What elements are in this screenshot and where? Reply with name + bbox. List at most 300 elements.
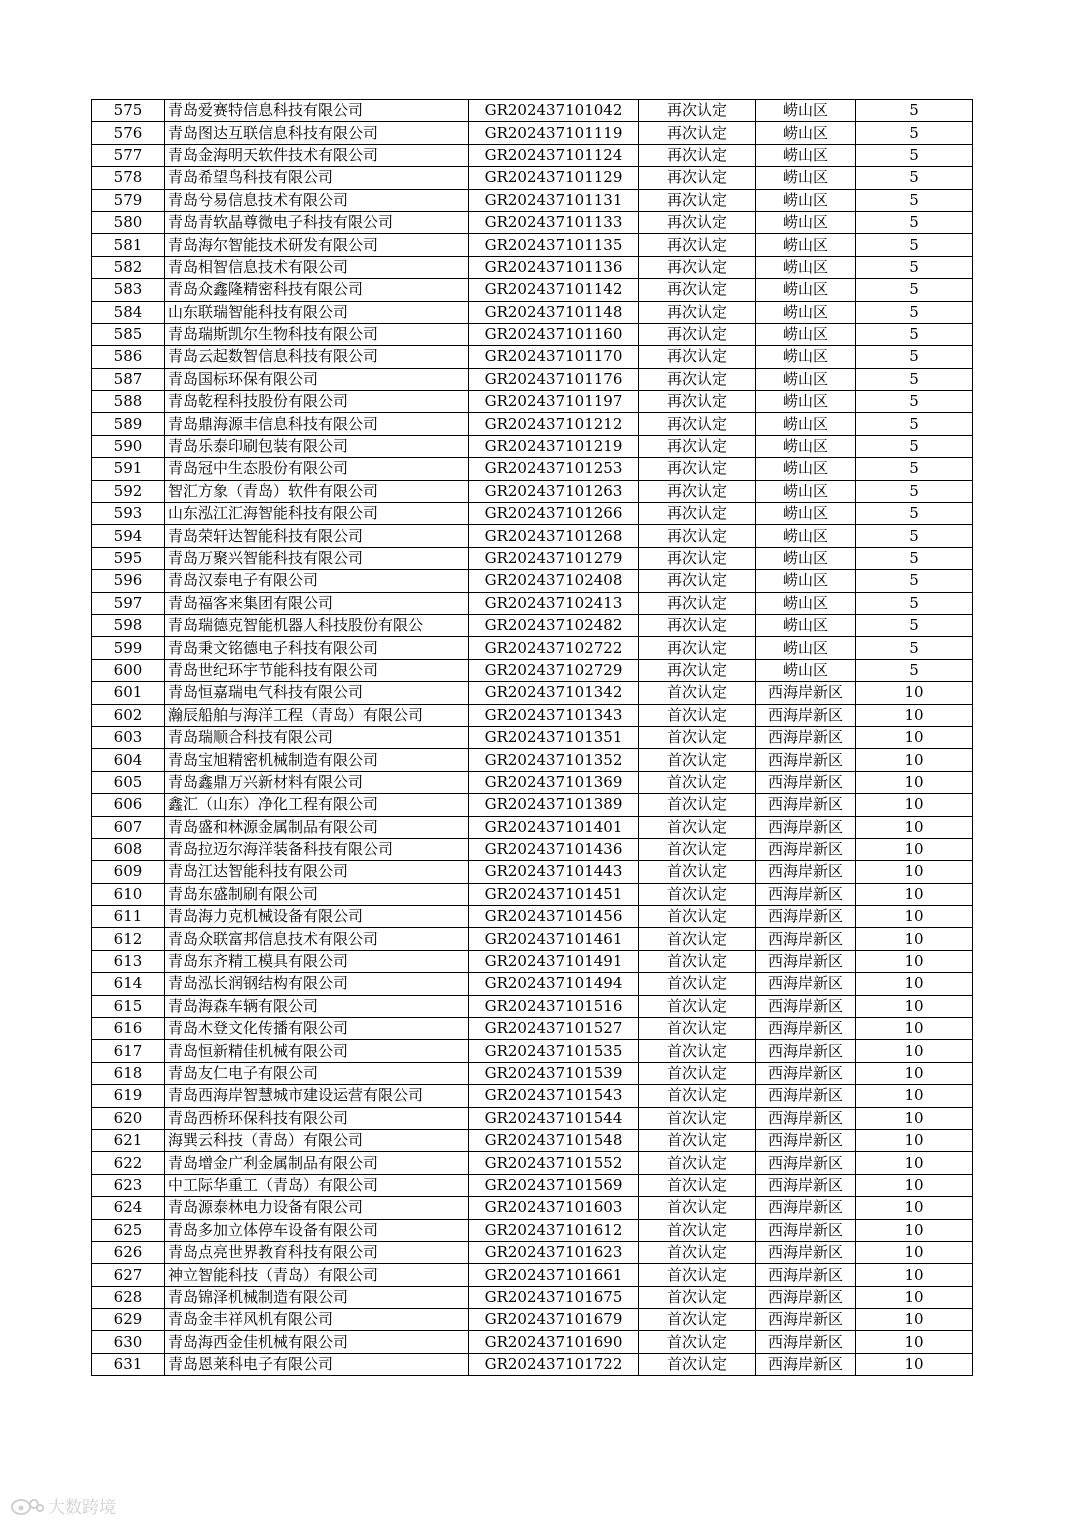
company-name: 青岛恒新精佳机械有限公司 (165, 1040, 469, 1062)
certificate-number: GR202437101552 (469, 1152, 639, 1174)
certification-type: 再次认定 (639, 189, 756, 211)
certificate-number: GR202437101436 (469, 838, 639, 860)
certification-type: 再次认定 (639, 503, 756, 525)
company-name: 海巽云科技（青岛）有限公司 (165, 1129, 469, 1151)
company-name: 青岛多加立体停车设备有限公司 (165, 1219, 469, 1241)
enterprise-table (91, 99, 973, 1376)
row-number: 577 (92, 144, 165, 166)
certification-type: 首次认定 (639, 1129, 756, 1151)
table-row (92, 1107, 973, 1129)
district: 崂山区 (756, 659, 856, 681)
company-name: 中工际华重工（青岛）有限公司 (165, 1174, 469, 1196)
score: 10 (856, 1241, 973, 1263)
table-body (92, 100, 973, 1376)
company-name: 青岛江达智能科技有限公司 (165, 861, 469, 883)
certificate-number: GR202437101131 (469, 189, 639, 211)
table-row (92, 861, 973, 883)
certification-type: 再次认定 (639, 570, 756, 592)
table-row (92, 1040, 973, 1062)
table-row (92, 413, 973, 435)
table-row (92, 525, 973, 547)
certification-type: 首次认定 (639, 861, 756, 883)
district: 崂山区 (756, 413, 856, 435)
certification-type: 再次认定 (639, 211, 756, 233)
district: 崂山区 (756, 592, 856, 614)
certificate-number: GR202437101342 (469, 682, 639, 704)
score: 5 (856, 525, 973, 547)
certificate-number: GR202437101279 (469, 547, 639, 569)
score: 10 (856, 995, 973, 1017)
row-number: 622 (92, 1152, 165, 1174)
district: 崂山区 (756, 144, 856, 166)
row-number: 606 (92, 794, 165, 816)
certification-type: 再次认定 (639, 368, 756, 390)
company-name: 青岛乐泰印刷包装有限公司 (165, 435, 469, 457)
table-row (92, 1062, 973, 1084)
watermark-text: 大数跨境 (48, 1498, 116, 1518)
company-name: 青岛乾程科技股份有限公司 (165, 391, 469, 413)
district: 崂山区 (756, 167, 856, 189)
row-number: 607 (92, 816, 165, 838)
row-number: 627 (92, 1264, 165, 1286)
company-name: 青岛木登文化传播有限公司 (165, 1018, 469, 1040)
company-name: 青岛瑞斯凯尔生物科技有限公司 (165, 323, 469, 345)
weibo-logo-icon (10, 1496, 44, 1516)
table-row (92, 1241, 973, 1263)
certificate-number: GR202437101369 (469, 771, 639, 793)
table-row (92, 1129, 973, 1151)
certificate-number: GR202437101603 (469, 1197, 639, 1219)
certificate-number: GR202437101516 (469, 995, 639, 1017)
row-number: 594 (92, 525, 165, 547)
table-row (92, 906, 973, 928)
certification-type: 首次认定 (639, 1353, 756, 1375)
row-number: 578 (92, 167, 165, 189)
certification-type: 首次认定 (639, 1264, 756, 1286)
company-name: 青岛恩莱科电子有限公司 (165, 1353, 469, 1375)
company-name: 山东联瑞智能科技有限公司 (165, 301, 469, 323)
district: 西海岸新区 (756, 861, 856, 883)
table-row (92, 928, 973, 950)
table-row (92, 480, 973, 502)
district: 西海岸新区 (756, 1353, 856, 1375)
district: 西海岸新区 (756, 973, 856, 995)
score: 10 (856, 883, 973, 905)
certification-type: 首次认定 (639, 1241, 756, 1263)
certification-type: 首次认定 (639, 1152, 756, 1174)
certification-type: 首次认定 (639, 726, 756, 748)
district: 西海岸新区 (756, 1286, 856, 1308)
company-name: 青岛增金广利金属制品有限公司 (165, 1152, 469, 1174)
certification-type: 再次认定 (639, 100, 756, 122)
district: 西海岸新区 (756, 1018, 856, 1040)
certificate-number: GR202437101612 (469, 1219, 639, 1241)
certificate-number: GR202437101133 (469, 211, 639, 233)
certification-type: 再次认定 (639, 525, 756, 547)
table-row (92, 637, 973, 659)
district: 西海岸新区 (756, 1062, 856, 1084)
certificate-number: GR202437101544 (469, 1107, 639, 1129)
company-name: 青岛世纪环宇节能科技有限公司 (165, 659, 469, 681)
score: 5 (856, 614, 973, 636)
certificate-number: GR202437101548 (469, 1129, 639, 1151)
row-number: 583 (92, 279, 165, 301)
company-name: 青岛爱赛特信息科技有限公司 (165, 100, 469, 122)
table-row (92, 547, 973, 569)
company-name: 青岛东齐精工模具有限公司 (165, 950, 469, 972)
row-number: 613 (92, 950, 165, 972)
table-row (92, 749, 973, 771)
company-name: 青岛云起数智信息科技有限公司 (165, 346, 469, 368)
table-row (92, 368, 973, 390)
table-row (92, 838, 973, 860)
district: 崂山区 (756, 391, 856, 413)
row-number: 609 (92, 861, 165, 883)
company-name: 青岛金丰祥风机有限公司 (165, 1309, 469, 1331)
company-name: 青岛源泰林电力设备有限公司 (165, 1197, 469, 1219)
district: 崂山区 (756, 503, 856, 525)
row-number: 592 (92, 480, 165, 502)
certificate-number: GR202437101661 (469, 1264, 639, 1286)
certification-type: 首次认定 (639, 704, 756, 726)
company-name: 青岛众联富邦信息技术有限公司 (165, 928, 469, 950)
table-row (92, 726, 973, 748)
certification-type: 再次认定 (639, 167, 756, 189)
company-name: 青岛福客来集团有限公司 (165, 592, 469, 614)
row-number: 617 (92, 1040, 165, 1062)
score: 5 (856, 503, 973, 525)
score: 10 (856, 816, 973, 838)
row-number: 599 (92, 637, 165, 659)
certificate-number: GR202437101401 (469, 816, 639, 838)
district: 西海岸新区 (756, 749, 856, 771)
score: 5 (856, 211, 973, 233)
table-row (92, 144, 973, 166)
company-name: 山东泓江汇海智能科技有限公司 (165, 503, 469, 525)
score: 5 (856, 144, 973, 166)
score: 10 (856, 704, 973, 726)
certification-type: 首次认定 (639, 906, 756, 928)
certification-type: 首次认定 (639, 928, 756, 950)
company-name: 瀚辰船舶与海洋工程（青岛）有限公司 (165, 704, 469, 726)
score: 10 (856, 928, 973, 950)
district: 西海岸新区 (756, 1040, 856, 1062)
certification-type: 再次认定 (639, 458, 756, 480)
certificate-number: GR202437101491 (469, 950, 639, 972)
district: 崂山区 (756, 211, 856, 233)
district: 崂山区 (756, 525, 856, 547)
row-number: 587 (92, 368, 165, 390)
score: 5 (856, 234, 973, 256)
district: 西海岸新区 (756, 1152, 856, 1174)
certification-type: 再次认定 (639, 256, 756, 278)
score: 10 (856, 771, 973, 793)
district: 西海岸新区 (756, 794, 856, 816)
certification-type: 首次认定 (639, 973, 756, 995)
certificate-number: GR202437101148 (469, 301, 639, 323)
district: 崂山区 (756, 323, 856, 345)
table-row (92, 1085, 973, 1107)
certification-type: 首次认定 (639, 816, 756, 838)
district: 崂山区 (756, 637, 856, 659)
company-name: 青岛拉迈尔海洋装备科技有限公司 (165, 838, 469, 860)
certificate-number: GR202437101197 (469, 391, 639, 413)
row-number: 616 (92, 1018, 165, 1040)
company-name: 神立智能科技（青岛）有限公司 (165, 1264, 469, 1286)
score: 5 (856, 547, 973, 569)
score: 10 (856, 1264, 973, 1286)
certificate-number: GR202437101494 (469, 973, 639, 995)
row-number: 619 (92, 1085, 165, 1107)
table-row (92, 189, 973, 211)
district: 崂山区 (756, 458, 856, 480)
certification-type: 再次认定 (639, 391, 756, 413)
company-name: 青岛海西金佳机械有限公司 (165, 1331, 469, 1353)
company-name: 青岛国标环保有限公司 (165, 368, 469, 390)
row-number: 620 (92, 1107, 165, 1129)
district: 崂山区 (756, 435, 856, 457)
certification-type: 首次认定 (639, 1085, 756, 1107)
score: 10 (856, 1197, 973, 1219)
company-name: 青岛瑞德克智能机器人科技股份有限公 (165, 614, 469, 636)
certificate-number: GR202437102482 (469, 614, 639, 636)
score: 10 (856, 794, 973, 816)
score: 5 (856, 256, 973, 278)
certificate-number: GR202437102408 (469, 570, 639, 592)
certificate-number: GR202437101219 (469, 435, 639, 457)
certificate-number: GR202437101389 (469, 794, 639, 816)
row-number: 605 (92, 771, 165, 793)
company-name: 青岛鑫鼎万兴新材料有限公司 (165, 771, 469, 793)
row-number: 628 (92, 1286, 165, 1308)
certification-type: 首次认定 (639, 1018, 756, 1040)
score: 10 (856, 1085, 973, 1107)
row-number: 593 (92, 503, 165, 525)
row-number: 615 (92, 995, 165, 1017)
row-number: 596 (92, 570, 165, 592)
table-row (92, 435, 973, 457)
table-row (92, 771, 973, 793)
table-row (92, 950, 973, 972)
company-name: 青岛图达互联信息科技有限公司 (165, 122, 469, 144)
certificate-number: GR202437101461 (469, 928, 639, 950)
score: 5 (856, 480, 973, 502)
row-number: 581 (92, 234, 165, 256)
certificate-number: GR202437101443 (469, 861, 639, 883)
company-name: 青岛东盛制刷有限公司 (165, 883, 469, 905)
certification-type: 首次认定 (639, 1040, 756, 1062)
table-row (92, 1264, 973, 1286)
score: 10 (856, 682, 973, 704)
district: 崂山区 (756, 256, 856, 278)
row-number: 630 (92, 1331, 165, 1353)
district: 西海岸新区 (756, 950, 856, 972)
district: 崂山区 (756, 234, 856, 256)
certificate-number: GR202437101352 (469, 749, 639, 771)
company-name: 青岛盛和林源金属制品有限公司 (165, 816, 469, 838)
score: 5 (856, 659, 973, 681)
company-name: 青岛西海岸智慧城市建设运营有限公司 (165, 1085, 469, 1107)
score: 10 (856, 861, 973, 883)
certificate-number: GR202437101535 (469, 1040, 639, 1062)
company-name: 青岛泓长润钢结构有限公司 (165, 973, 469, 995)
table-row (92, 122, 973, 144)
score: 5 (856, 592, 973, 614)
score: 10 (856, 1062, 973, 1084)
company-name: 青岛宝旭精密机械制造有限公司 (165, 749, 469, 771)
district: 西海岸新区 (756, 1197, 856, 1219)
certification-type: 再次认定 (639, 122, 756, 144)
certificate-number: GR202437101042 (469, 100, 639, 122)
certification-type: 再次认定 (639, 301, 756, 323)
row-number: 603 (92, 726, 165, 748)
certificate-number: GR202437101160 (469, 323, 639, 345)
table-row (92, 234, 973, 256)
table-row (92, 256, 973, 278)
district: 崂山区 (756, 279, 856, 301)
score: 10 (856, 1331, 973, 1353)
company-name: 青岛兮易信息技术有限公司 (165, 189, 469, 211)
certificate-number: GR202437101170 (469, 346, 639, 368)
score: 5 (856, 368, 973, 390)
certification-type: 再次认定 (639, 480, 756, 502)
district: 崂山区 (756, 614, 856, 636)
table-row (92, 1286, 973, 1308)
row-number: 582 (92, 256, 165, 278)
score: 10 (856, 950, 973, 972)
certification-type: 再次认定 (639, 435, 756, 457)
row-number: 579 (92, 189, 165, 211)
certification-type: 再次认定 (639, 614, 756, 636)
row-number: 584 (92, 301, 165, 323)
certification-type: 首次认定 (639, 771, 756, 793)
district: 西海岸新区 (756, 1309, 856, 1331)
row-number: 588 (92, 391, 165, 413)
table-row (92, 279, 973, 301)
score: 10 (856, 973, 973, 995)
company-name: 青岛希望鸟科技有限公司 (165, 167, 469, 189)
company-name: 鑫汇（山东）净化工程有限公司 (165, 794, 469, 816)
certificate-number: GR202437101142 (469, 279, 639, 301)
table-row (92, 167, 973, 189)
certification-type: 再次认定 (639, 346, 756, 368)
score: 10 (856, 749, 973, 771)
row-number: 623 (92, 1174, 165, 1196)
score: 5 (856, 279, 973, 301)
score: 10 (856, 1129, 973, 1151)
certification-type: 首次认定 (639, 950, 756, 972)
row-number: 586 (92, 346, 165, 368)
certification-type: 首次认定 (639, 838, 756, 860)
certification-type: 再次认定 (639, 413, 756, 435)
certificate-number: GR202437101690 (469, 1331, 639, 1353)
certificate-number: GR202437101135 (469, 234, 639, 256)
certificate-number: GR202437102722 (469, 637, 639, 659)
company-name: 青岛汉泰电子有限公司 (165, 570, 469, 592)
certificate-number: GR202437101456 (469, 906, 639, 928)
company-name: 青岛瑞顺合科技有限公司 (165, 726, 469, 748)
district: 西海岸新区 (756, 883, 856, 905)
score: 5 (856, 637, 973, 659)
score: 10 (856, 838, 973, 860)
certificate-number: GR202437101119 (469, 122, 639, 144)
certification-type: 首次认定 (639, 1107, 756, 1129)
row-number: 608 (92, 838, 165, 860)
row-number: 576 (92, 122, 165, 144)
district: 西海岸新区 (756, 1219, 856, 1241)
certificate-number: GR202437101722 (469, 1353, 639, 1375)
district: 西海岸新区 (756, 704, 856, 726)
certificate-number: GR202437101136 (469, 256, 639, 278)
company-name: 青岛友仁电子有限公司 (165, 1062, 469, 1084)
district: 崂山区 (756, 480, 856, 502)
certificate-number: GR202437101569 (469, 1174, 639, 1196)
certificate-number: GR202437102413 (469, 592, 639, 614)
company-name: 青岛万聚兴智能科技有限公司 (165, 547, 469, 569)
district: 西海岸新区 (756, 682, 856, 704)
table-row (92, 592, 973, 614)
table-row (92, 323, 973, 345)
table-row (92, 816, 973, 838)
company-name: 青岛西桥环保科技有限公司 (165, 1107, 469, 1129)
certificate-number: GR202437101543 (469, 1085, 639, 1107)
certification-type: 首次认定 (639, 1062, 756, 1084)
row-number: 585 (92, 323, 165, 345)
row-number: 629 (92, 1309, 165, 1331)
certification-type: 首次认定 (639, 1197, 756, 1219)
certification-type: 首次认定 (639, 794, 756, 816)
district: 崂山区 (756, 368, 856, 390)
table-row (92, 704, 973, 726)
district: 西海岸新区 (756, 816, 856, 838)
certification-type: 首次认定 (639, 883, 756, 905)
company-name: 青岛恒嘉瑞电气科技有限公司 (165, 682, 469, 704)
certificate-number: GR202437101124 (469, 144, 639, 166)
certification-type: 首次认定 (639, 1286, 756, 1308)
district: 西海岸新区 (756, 838, 856, 860)
table-row (92, 794, 973, 816)
certificate-number: GR202437101268 (469, 525, 639, 547)
certificate-number: GR202437101451 (469, 883, 639, 905)
certification-type: 首次认定 (639, 1309, 756, 1331)
table-row (92, 1018, 973, 1040)
certificate-number: GR202437101176 (469, 368, 639, 390)
certification-type: 首次认定 (639, 1331, 756, 1353)
table-row (92, 995, 973, 1017)
certificate-number: GR202437101623 (469, 1241, 639, 1263)
certification-type: 再次认定 (639, 547, 756, 569)
table-row (92, 391, 973, 413)
certification-type: 首次认定 (639, 995, 756, 1017)
company-name: 青岛金海明天软件技术有限公司 (165, 144, 469, 166)
row-number: 595 (92, 547, 165, 569)
table-row (92, 1152, 973, 1174)
company-name: 青岛锦泽机械制造有限公司 (165, 1286, 469, 1308)
table-row (92, 973, 973, 995)
row-number: 575 (92, 100, 165, 122)
score: 5 (856, 323, 973, 345)
certification-type: 再次认定 (639, 279, 756, 301)
row-number: 597 (92, 592, 165, 614)
row-number: 601 (92, 682, 165, 704)
certificate-number: GR202437101253 (469, 458, 639, 480)
row-number: 618 (92, 1062, 165, 1084)
score: 10 (856, 1309, 973, 1331)
company-name: 青岛荣轩达智能科技有限公司 (165, 525, 469, 547)
score: 5 (856, 100, 973, 122)
row-number: 600 (92, 659, 165, 681)
certification-type: 首次认定 (639, 1219, 756, 1241)
